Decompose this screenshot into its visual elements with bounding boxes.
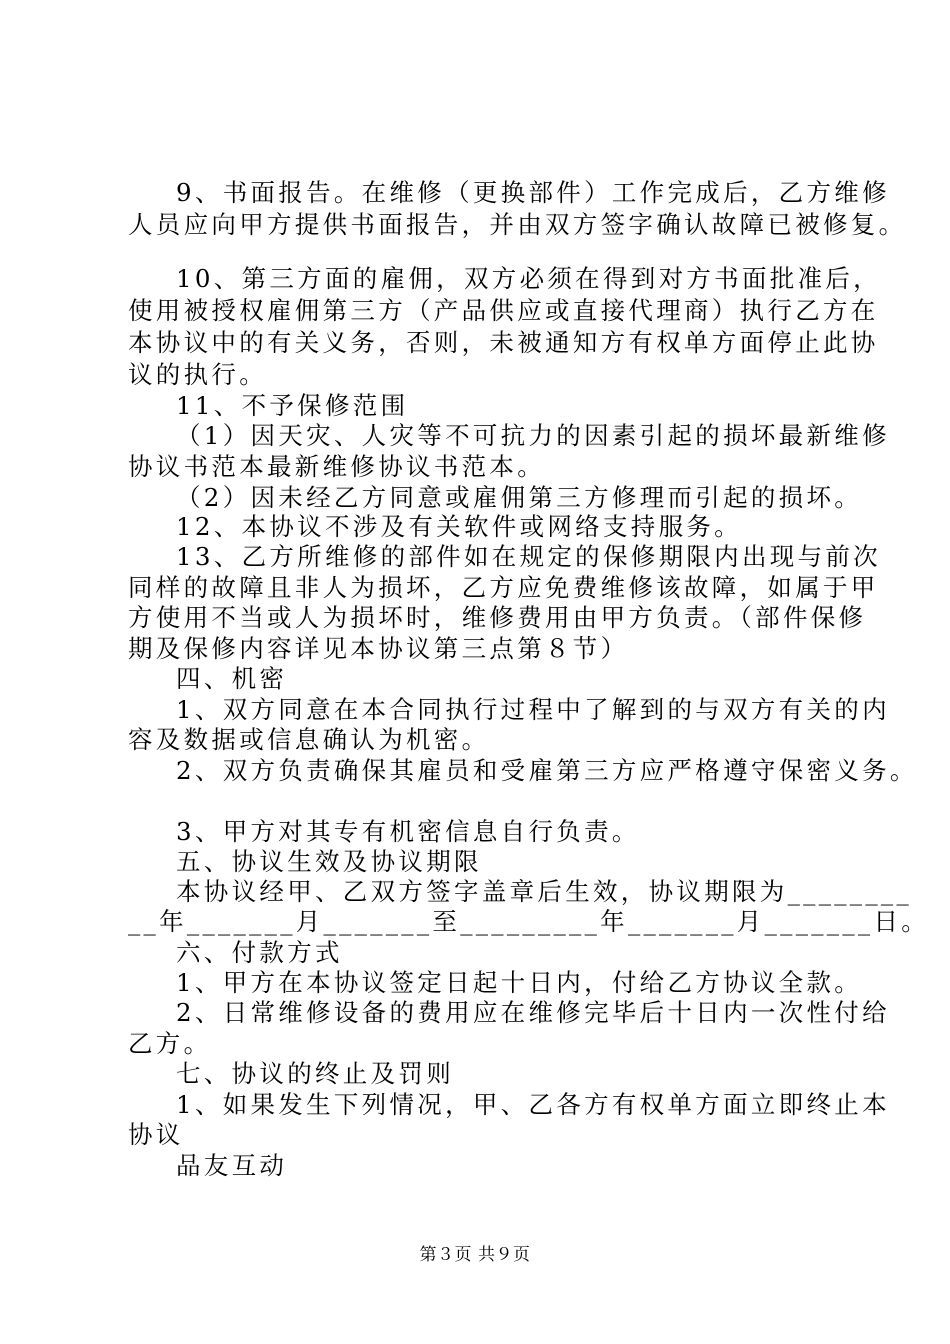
text-line: 11、不予保修范围 [176, 391, 409, 420]
text-line: 议的执行。 [128, 360, 267, 389]
text-line: 3、甲方对其专有机密信息自行负责。 [176, 817, 640, 846]
text-line: 协议书范本最新维修协议书范本。 [128, 452, 545, 481]
text-line: __年_______月_______至_________年_______月_______日。 [128, 907, 930, 936]
text-line: 人员应向甲方提供书面报告，并由双方签字确认故障已被修复。 [128, 210, 907, 239]
text-line: 使用被授权雇佣第三方（产品供应或直接代理商）执行乙方在 [128, 296, 879, 325]
text-line: 本协议经甲、乙双方签字盖章后生效，协议期限为________ [176, 877, 912, 906]
text-line: 同样的故障且非人为损坏，乙方应免费维修该故障，如属于甲 [128, 573, 879, 602]
section-heading: 七、协议的终止及罚则 [176, 1059, 454, 1088]
text-line: 13、乙方所维修的部件如在规定的保修期限内出现与前次 [176, 542, 881, 571]
text-line: 9、书面报告。在维修（更换部件）工作完成后，乙方维修 [176, 178, 890, 207]
text-line: 2、双方负责确保其雇员和受雇第三方应严格遵守保密义务。 [176, 756, 918, 785]
section-heading: 六、付款方式 [176, 938, 343, 967]
text-line: 本协议中的有关义务，否则，未被通知方有权单方面停止此协 [128, 328, 879, 357]
text-line: 2、日常维修设备的费用应在维修完毕后十日内一次性付给 [176, 998, 890, 1027]
text-line: 12、本协议不涉及有关软件或网络支持服务。 [176, 512, 742, 541]
text-line: 期及保修内容详见本协议第三点第８节） [128, 634, 629, 663]
section-heading: 五、协议生效及协议期限 [176, 847, 482, 876]
text-line: （1）因天灾、人灾等不可抗力的因素引起的损坏最新维修 [176, 421, 890, 450]
text-line: 1、甲方在本协议签定日起十日内，付给乙方协议全款。 [176, 968, 863, 997]
section-heading: 四、机密 [176, 664, 288, 693]
text-line: 容及数据或信息确认为机密。 [128, 725, 490, 754]
text-line: （2）因未经乙方同意或雇佣第三方修理而引起的损坏。 [176, 483, 863, 512]
text-line: 协议 [128, 1120, 184, 1149]
text-line: 方使用不当或人为损坏时，维修费用由甲方负责。（部件保修 [128, 603, 867, 632]
text-line: 1、双方同意在本合同执行过程中了解到的与双方有关的内 [176, 695, 890, 724]
text-line: 1、如果发生下列情况，甲、乙各方有权单方面立即终止本 [176, 1090, 890, 1119]
text-line: 乙方。 [128, 1029, 212, 1058]
text-line: 10、第三方面的雇佣，双方必须在得到对方书面批准后， [176, 264, 881, 293]
page-number-footer: 第３页 共９页 [419, 1245, 531, 1265]
text-line: 品友互动 [176, 1151, 288, 1180]
